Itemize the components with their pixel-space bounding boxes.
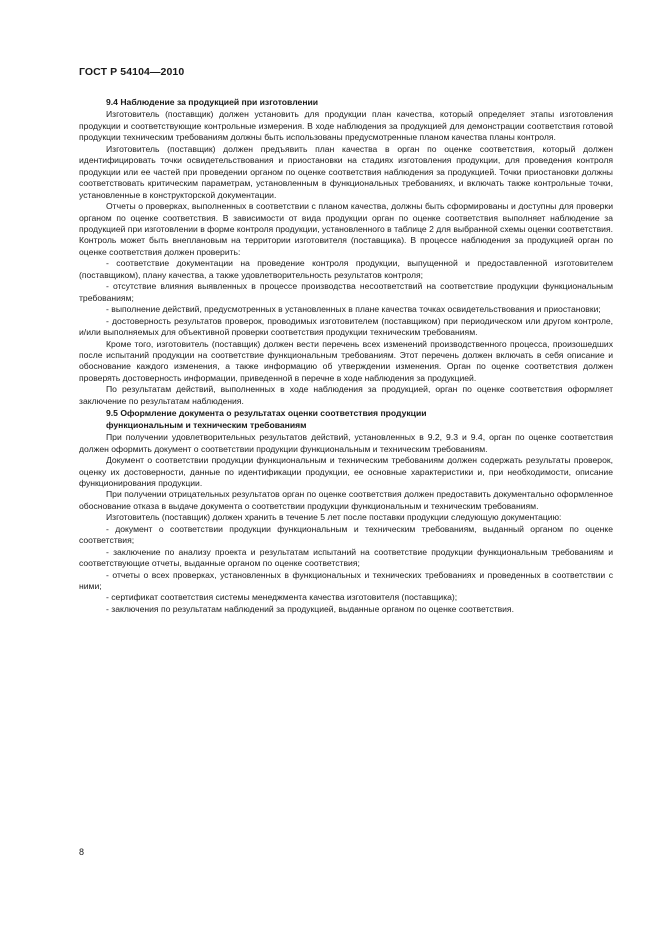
paragraph: Изготовитель (поставщик) должен установить для продукции план качества, который определяет этапы изготовления продукции и соответствующие контрольные измерения. В ходе наблюдения за продукцией для демонстрации соответствия готовой продукции техническим требованиям должны быть использованы предусмотренные планом качества планы контроля. bbox=[79, 109, 613, 143]
paragraph: По результатам действий, выполненных в ходе наблюдения за продукцией, орган по оценке соответствия оформляет заключение по результатам наблюдения. bbox=[79, 384, 613, 406]
section-9-5-title-line1: 9.5 Оформление документа о результатах оценки соответствия продукции bbox=[106, 408, 427, 419]
section-9-5-title bbox=[79, 408, 613, 431]
document-body bbox=[79, 96, 613, 615]
page-number: 8 bbox=[79, 847, 85, 857]
list-item: - достоверность результатов проверок, проводимых изготовителем (поставщиком) при периодическом или другом контроле, и/или выполняемых для объективной проверки соответствия продукции техническим требованиям. bbox=[79, 315, 613, 338]
paragraph: При получении удовлетворительных результатов действий, установленных в 9.2, 9.3 и 9.4, орган по оценке соответствия должен оформить документ о соответствии продукции функциональным и техническим требованиям. bbox=[79, 432, 613, 454]
document-id-header: ГОСТ Р 54104—2010 bbox=[79, 66, 185, 78]
section-9-5-title-line2: функциональным и техническим требованиям bbox=[106, 419, 307, 430]
list-item: - заключения по результатам наблюдений за продукцией, выданные органом по оценке соответствия. bbox=[106, 603, 514, 614]
list-item: - выполнение действий, предусмотренных в установленных в плане качества точках освидетельствования и приостановки; bbox=[106, 304, 601, 315]
section-9-4-title: 9.4 Наблюдение за продукцией при изготовлении bbox=[106, 97, 319, 107]
list-item: - отчеты о всех проверках, установленных в функциональных и технических требованиях и проведенных в соответствии с ними; bbox=[79, 569, 613, 592]
paragraph: Изготовитель (поставщик) должен предъявить план качества в орган по оценке соответствия, который должен идентифицировать точки освидетельствования и приостановки на стадиях изготовления продукции, для проведения контроля продукции или ее частей при проведении органом по оценке соответствия наблюдения за продукцией. Точки приостановки должны соответствовать критическим параметрам, установленным в функциональных требованиях, и включать также контрольные точки, установленные в конструкторской документации. bbox=[79, 143, 613, 200]
list-item: - документ о соответствии продукции функциональным и техническим требованиям, выданный органом по оценке соответствия; bbox=[79, 523, 613, 546]
paragraph: Отчеты о проверках, выполненных в соответствии с планом качества, должны быть сформированы и доступны для проверки органом по оценке соответствия. В зависимости от вида продукции орган по оценке соответствия выполняет наблюдение за продукцией при изготовлении в форме контроля продукции, установленного в таблице 2 для выбранной схемы оценки соответствия. Контроль может быть внеплановым на территории изготовителя (поставщика). В процессе наблюдения за продукцией орган по оценке соответствия должен проверить: bbox=[79, 201, 613, 257]
paragraph: Документ о соответствии продукции функциональным и техническим требованиям должен содержать результаты проверок, оценку их достоверности, данные по идентификации продукции, ее основные характеристики и, при необходимости, описание функционирования продукции. bbox=[79, 455, 613, 488]
paragraph: Кроме того, изготовитель (поставщик) должен вести перечень всех изменений производственного процесса, произошедших после испытаний продукции на соответствие функциональным требованиям. Этот перечень должен включать в себя описание и обоснование каждого изменения, а также информацию об утверждении изменения. Орган по оценке соответствия должен проверять достоверность информации, приведенной в перечне в ходе наблюдения за продукцией. bbox=[79, 338, 613, 383]
paragraph: Изготовитель (поставщик) должен хранить в течение 5 лет после поставки продукции следующую документацию: bbox=[106, 512, 562, 523]
list-item: - заключение по анализу проекта и результатам испытаний на соответствие продукции функциональным требованиям и соответствующие отчеты, выданные органом по оценке соответствия; bbox=[79, 546, 613, 569]
list-item: - сертификат соответствия системы менеджмента качества изготовителя (поставщика); bbox=[106, 592, 458, 603]
list-item: - отсутствие влияния выявленных в процессе производства несоответствий на соответствие продукции функциональным требованиям; bbox=[79, 281, 613, 303]
paragraph: При получении отрицательных результатов орган по оценке соответствия должен предоставить документально оформленное обоснование отказа в выдаче документа о соответствии продукции функциональным и техническим требованиям. bbox=[79, 489, 613, 511]
list-item: - соответствие документации на проведение контроля продукции, выпущенной и предоставленной изготовителем (поставщиком), плану качества, а также удовлетворительность результатов контроля; bbox=[79, 258, 613, 280]
